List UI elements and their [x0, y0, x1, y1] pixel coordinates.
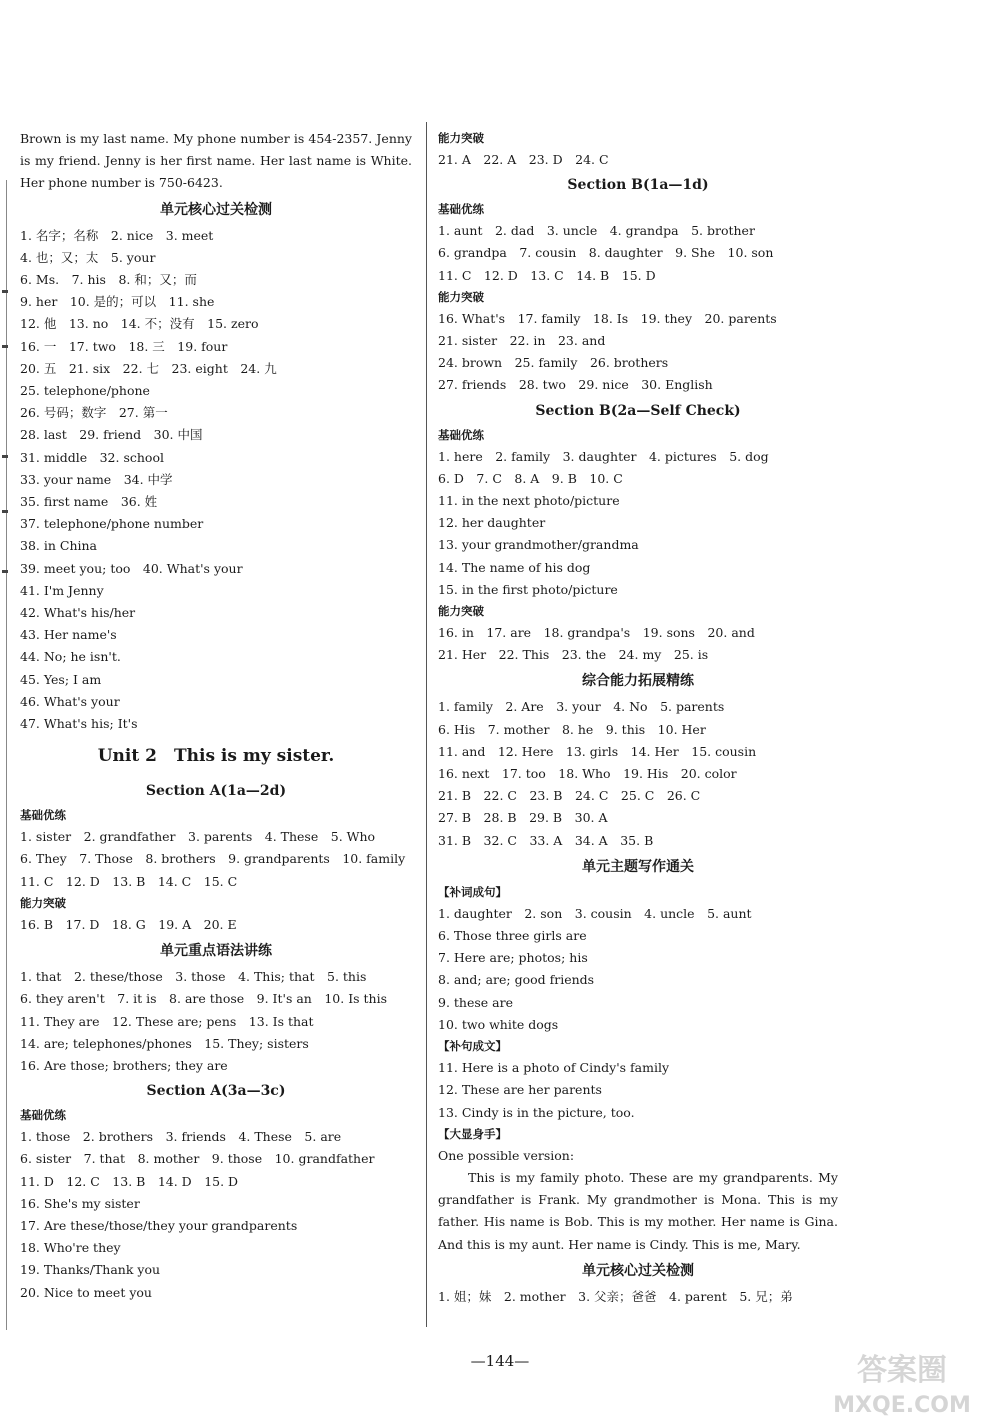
- answer-line: 35. first name 36. 姓: [20, 494, 158, 510]
- answer-line: 21. B 22. C 23. B 24. C 25. C 26. C: [438, 788, 701, 804]
- subsection-label: 基础优练: [20, 808, 66, 823]
- answer-line: 6. His 7. mother 8. he 9. this 10. Her: [438, 721, 706, 737]
- left-column: [20, 128, 412, 1304]
- answer-line: 16. in 17. are 18. grandpa's 19. sons 20. and: [438, 625, 755, 641]
- section-heading: 单元重点语法讲练: [160, 943, 272, 960]
- answer-line: 28. last 29. friend 30. 中国: [20, 427, 203, 443]
- answer-line: 9. her 10. 是的；可以 11. she: [20, 294, 215, 310]
- answer-line: 11. in the next photo/picture: [438, 493, 620, 509]
- answer-line: 1. daughter 2. son 3. cousin 4. uncle 5. aunt: [438, 905, 752, 921]
- answer-line: 16. 一 17. two 18. 三 19. four: [20, 338, 228, 354]
- answer-line: 19. Thanks/Thank you: [20, 1262, 161, 1278]
- subsection-label: 基础优练: [438, 427, 484, 442]
- answer-line: 46. What's your: [20, 693, 120, 709]
- answer-line: 12. 他 13. no 14. 不；没有 15. zero: [20, 316, 259, 332]
- answer-line: 6. Those three girls are: [438, 928, 587, 944]
- answer-line: 8. and; are; good friends: [438, 972, 595, 988]
- subsection-label: 【补句成文】: [438, 1039, 507, 1054]
- answer-line: 11. D 12. C 13. B 14. D 15. D: [20, 1173, 239, 1189]
- answer-line: 15. in the first photo/picture: [438, 581, 618, 597]
- answer-line: 38. in China: [20, 538, 97, 554]
- svg-text:MXQE.COM: MXQE.COM: [833, 1393, 971, 1418]
- answer-line: 18. Who're they: [20, 1240, 121, 1256]
- margin-mark: [2, 345, 8, 348]
- answer-line: 27. friends 28. two 29. nice 30. English: [438, 377, 713, 393]
- section-heading: 综合能力拓展精练: [582, 673, 694, 690]
- answer-line: 27. B 28. B 29. B 30. A: [438, 810, 608, 826]
- answer-line: 45. Yes; I am: [20, 671, 102, 687]
- section-heading: 单元主题写作通关: [582, 858, 694, 875]
- answer-line: 6. grandpa 7. cousin 8. daughter 9. She 10. son: [438, 245, 774, 261]
- answer-line: 37. telephone/phone number: [20, 516, 204, 532]
- answer-line: 1. 名字；名称 2. nice 3. meet: [20, 227, 214, 243]
- answer-line: 39. meet you; too 40. What's your: [20, 560, 243, 576]
- answer-line: 11. They are 12. These are; pens 13. Is that: [20, 1013, 314, 1029]
- subsection-label: 基础优练: [438, 202, 484, 217]
- answer-line: 13. your grandmother/grandma: [438, 537, 639, 553]
- answer-line: 14. are; telephones/phones 15. They; sisters: [20, 1035, 309, 1051]
- answer-line: 14. The name of his dog: [438, 559, 591, 575]
- answer-line: 16. next 17. too 18. Who 19. His 20. color: [438, 766, 737, 782]
- answer-line: 10. two white dogs: [438, 1016, 559, 1032]
- answer-line: 6. Ms. 7. his 8. 和；又；而: [20, 272, 197, 288]
- answer-line: 25. telephone/phone: [20, 383, 150, 399]
- answer-line: 41. I'm Jenny: [20, 582, 104, 598]
- answer-line: 31. B 32. C 33. A 34. A 35. B: [438, 832, 654, 848]
- answer-line: 6. They 7. Those 8. brothers 9. grandparents 10. family: [20, 851, 406, 867]
- answer-line: 44. No; he isn't.: [20, 649, 121, 665]
- margin-mark: [2, 570, 8, 573]
- watermark-logo: [812, 1342, 992, 1422]
- answer-line: 33. your name 34. 中学: [20, 471, 173, 487]
- answer-line: 1. that 2. these/those 3. those 4. This; that 5. this: [20, 969, 367, 985]
- answer-line: 11. and 12. Here 13. girls 14. Her 15. cousin: [438, 743, 757, 759]
- answer-line: 12. her daughter: [438, 515, 546, 531]
- answer-line: 21. sister 22. in 23. and: [438, 333, 606, 349]
- subsection-label: 【补词成句】: [438, 884, 507, 899]
- answer-line: 26. 号码；数字 27. 第一: [20, 405, 168, 421]
- answer-line: 42. What's his/her: [20, 605, 136, 621]
- answer-line: 16. B 17. D 18. G 19. A 20. E: [20, 916, 237, 932]
- margin-mark: [2, 455, 8, 458]
- unit-title: Unit 2 This is my sister.: [97, 746, 335, 767]
- subsection-label: 能力突破: [20, 895, 66, 910]
- answer-line: 11. C 12. D 13. B 14. C 15. C: [20, 873, 238, 889]
- subsection-label: 能力突破: [438, 289, 484, 304]
- answer-line: 43. Her name's: [20, 627, 117, 643]
- answer-paragraph: Brown is my last name. My phone number is 454-2357. Jenny is my friend. Jenny is her first name. Her last name is White. Her phone number is 750-6423.: [20, 131, 412, 191]
- svg-text:答案圈: 答案圈: [857, 1353, 947, 1388]
- answer-line: 16. She's my sister: [20, 1195, 140, 1211]
- subsection-label: 能力突破: [438, 131, 484, 145]
- answer-line: 7. Here are; photos; his: [438, 950, 588, 966]
- answer-line: 21. A 22. A 23. D 24. C: [438, 152, 609, 167]
- answer-line: 11. Here is a photo of Cindy's family: [438, 1060, 670, 1076]
- margin-mark: [2, 290, 8, 293]
- section-heading: 单元核心过关检测: [582, 1262, 694, 1279]
- section-title: Section A(1a—2d): [145, 783, 287, 800]
- answer-line: 20. 五 21. six 22. 七 23. eight 24. 九: [20, 360, 277, 376]
- answer-line: 24. brown 25. family 26. brothers: [438, 355, 669, 371]
- answer-line: 1. family 2. Are 3. your 4. No 5. parents: [438, 699, 725, 715]
- answer-line: 11. C 12. D 13. C 14. B 15. D: [438, 267, 656, 283]
- answer-line: 16. What's 17. family 18. Is 19. they 20. parents: [438, 310, 777, 326]
- answer-line: 47. What's his; It's: [20, 716, 138, 732]
- column-divider: [426, 122, 427, 1327]
- answer-line: 1. sister 2. grandfather 3. parents 4. These 5. Who: [20, 829, 376, 845]
- answer-line: 16. Are those; brothers; they are: [20, 1057, 228, 1073]
- section-title: Section B(1a—1d): [567, 177, 709, 194]
- answer-line: 9. these are: [438, 994, 513, 1010]
- answer-line: 1. those 2. brothers 3. friends 4. These 5. are: [20, 1129, 342, 1145]
- right-column: [438, 128, 838, 1308]
- answer-line: 6. D 7. C 8. A 9. B 10. C: [438, 470, 623, 486]
- answer-line: 31. middle 32. school: [20, 449, 164, 465]
- answer-line: 21. Her 22. This 23. the 24. my 25. is: [438, 647, 709, 663]
- answer-line: 1. 姐；妹 2. mother 3. 父亲；爸爸 4. parent 5. 兄；弟: [438, 1288, 793, 1304]
- subsection-label: 【大显身手】: [438, 1126, 507, 1141]
- answer-line: 12. These are her parents: [438, 1082, 602, 1098]
- section-title: Section B(2a—Self Check): [535, 402, 741, 419]
- essay-paragraph: This is my family photo. These are my grandparents. My grandfather is Frank. My grandmother is Mona. This is my father. His name is Bob. This is my mother. Her name is Gina. And this is my aunt. Her name is Cindy. This is me, Mary.: [438, 1169, 838, 1252]
- answer-line: One possible version:: [438, 1147, 575, 1163]
- answer-line: 1. aunt 2. dad 3. uncle 4. grandpa 5. brother: [438, 223, 755, 239]
- section-heading: 单元核心过关检测: [160, 201, 272, 218]
- answer-line: 4. 也；又；太 5. your: [20, 249, 156, 265]
- page-number: —144—: [470, 1352, 530, 1370]
- subsection-label: 基础优练: [20, 1108, 66, 1123]
- subsection-label: 能力突破: [438, 604, 484, 619]
- margin-mark: [2, 510, 8, 513]
- answer-line: 1. here 2. family 3. daughter 4. pictures 5. dog: [438, 448, 769, 464]
- binding-margin-line: [6, 180, 7, 1330]
- answer-line: 17. Are these/those/they your grandparents: [20, 1217, 298, 1233]
- answer-line: 20. Nice to meet you: [20, 1284, 152, 1300]
- answer-line: 6. they aren't 7. it is 8. are those 9. It's an 10. Is this: [20, 991, 388, 1007]
- answer-line: 13. Cindy is in the picture, too.: [438, 1104, 635, 1120]
- section-title: Section A(3a—3c): [146, 1083, 286, 1100]
- answer-line: 6. sister 7. that 8. mother 9. those 10. grandfather: [20, 1151, 375, 1167]
